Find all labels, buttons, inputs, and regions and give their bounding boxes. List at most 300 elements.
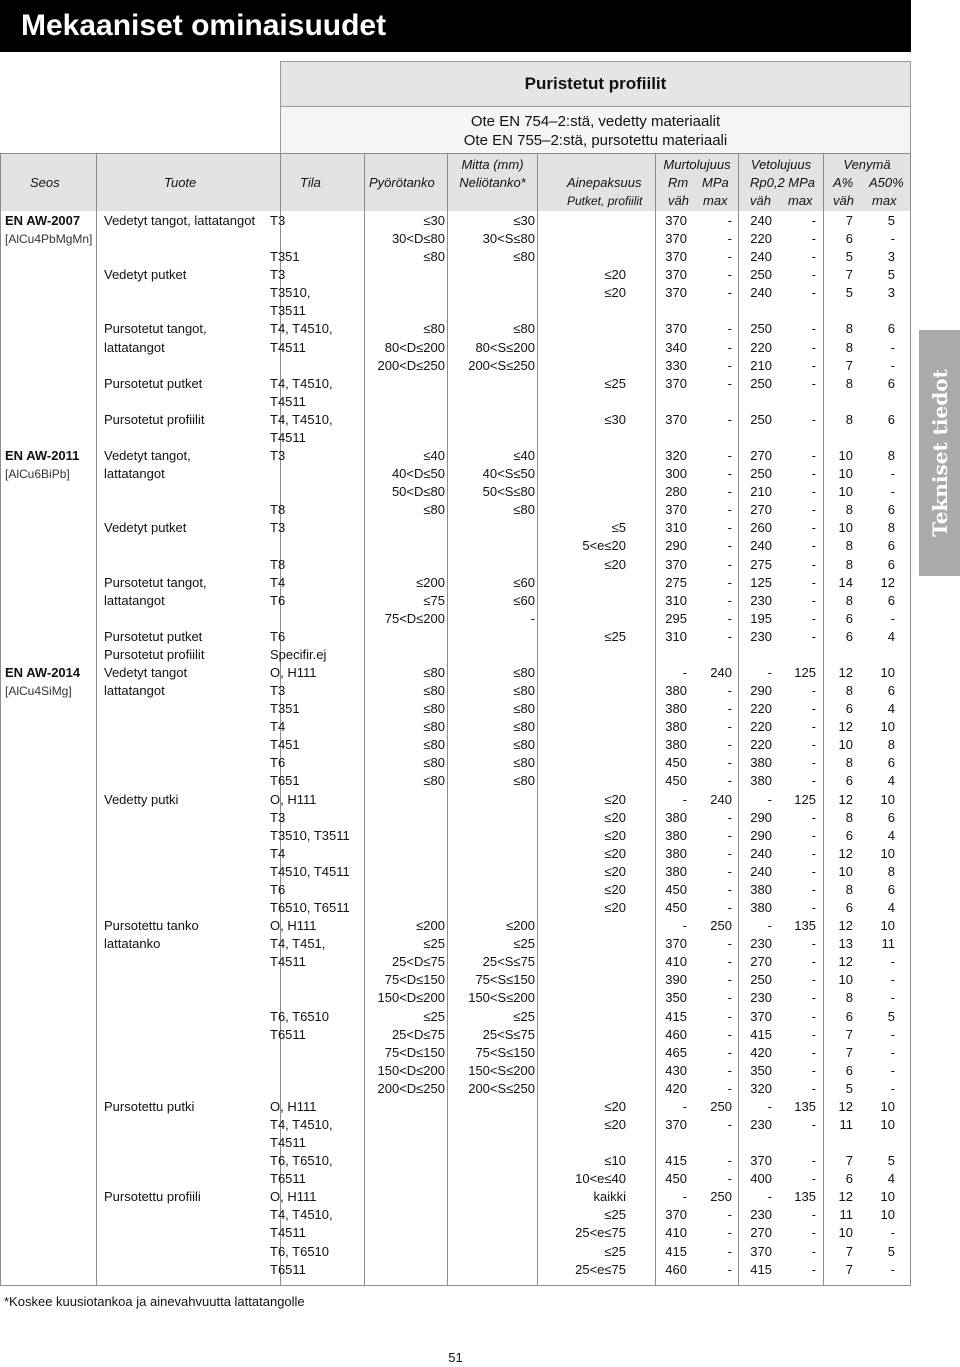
cell-neliotanko: 200<S≤250 bbox=[468, 1080, 535, 1096]
cell-tila: O, H111 bbox=[270, 665, 317, 680]
table-row bbox=[0, 248, 911, 266]
table-row bbox=[0, 809, 911, 827]
side-tab bbox=[919, 330, 960, 576]
cell-a50: 6 bbox=[887, 881, 895, 897]
cell-rp-max: - bbox=[811, 1117, 816, 1132]
cell-rm-vah: 380 bbox=[665, 683, 687, 699]
cell-a: 12 bbox=[838, 1098, 853, 1114]
cell-a: 10 bbox=[838, 466, 853, 482]
cell-rm-vah: 450 bbox=[665, 755, 687, 771]
cell-a50: 8 bbox=[887, 863, 895, 879]
cell-tila: T8 bbox=[270, 556, 286, 572]
table-row bbox=[0, 537, 911, 555]
cell-ainepaksuus: kaikki bbox=[593, 1189, 626, 1205]
table-row bbox=[0, 501, 911, 519]
cell-rp-vah: 350 bbox=[750, 1062, 772, 1078]
cell-a50: - bbox=[890, 1062, 895, 1078]
cell-rp-vah: 195 bbox=[750, 610, 772, 626]
cell-rm-vah: 450 bbox=[665, 900, 687, 916]
table-row bbox=[0, 899, 911, 917]
cell-rp-max: - bbox=[811, 1008, 816, 1024]
subtitle-line: Ote EN 755–2:stä, pursotettu materiaali bbox=[463, 132, 728, 149]
cell-neliotanko: ≤80 bbox=[513, 249, 535, 265]
cell-ainepaksuus: ≤20 bbox=[604, 791, 626, 807]
cell-tila: O, H111 bbox=[270, 1189, 317, 1205]
header-tuote: Tuote bbox=[164, 175, 197, 190]
cell-rm-vah: - bbox=[682, 665, 687, 680]
table-row bbox=[0, 1116, 911, 1134]
cell-ainepaksuus: ≤20 bbox=[604, 809, 626, 825]
cell-rp-max: - bbox=[811, 900, 816, 916]
cell-tila: T3510, bbox=[270, 285, 311, 301]
cell-pyorotanko: 200<D≤250 bbox=[377, 357, 445, 373]
table-row bbox=[0, 447, 911, 465]
cell-rm-vah: 310 bbox=[665, 520, 687, 536]
cell-rm-vah: 380 bbox=[665, 719, 687, 735]
cell-neliotanko: 30<S≤80 bbox=[482, 231, 535, 247]
cell-rp-vah: - bbox=[767, 1189, 772, 1205]
cell-tila: T6 bbox=[270, 592, 286, 608]
cell-rp-max: - bbox=[811, 574, 816, 590]
cell-rm-vah: 310 bbox=[665, 592, 687, 608]
cell-a: 6 bbox=[845, 231, 853, 247]
cell-a50: - bbox=[890, 610, 895, 626]
cell-neliotanko: 75<S≤150 bbox=[475, 972, 535, 988]
cell-rm-vah: 465 bbox=[665, 1044, 687, 1060]
cell-a: 5 bbox=[845, 1080, 853, 1096]
cell-a: 8 bbox=[845, 881, 853, 897]
header-putket-profiilit: Putket, profiilit bbox=[567, 194, 643, 208]
cell-rp-vah: 370 bbox=[750, 1243, 772, 1259]
cell-pyorotanko: 25<D≤75 bbox=[391, 1026, 445, 1042]
cell-rp-vah: 380 bbox=[750, 755, 772, 771]
cell-rp-max: - bbox=[811, 267, 816, 283]
cell-neliotanko: ≤25 bbox=[513, 1008, 535, 1024]
cell-rm-max: - bbox=[727, 520, 732, 536]
cell-rp-vah: 415 bbox=[750, 1261, 772, 1277]
cell-a: 6 bbox=[845, 701, 853, 717]
cell-rp-max: - bbox=[811, 683, 816, 699]
cell-rp-vah: 420 bbox=[750, 1044, 772, 1060]
cell-neliotanko: ≤200 bbox=[506, 918, 535, 934]
cell-rp-max: - bbox=[811, 231, 816, 247]
cell-neliotanko: ≤80 bbox=[513, 719, 535, 735]
table-row bbox=[0, 971, 911, 989]
cell-rm-max: - bbox=[727, 411, 732, 427]
header-murtolujuus: Murtolujuus bbox=[663, 157, 731, 172]
cell-pyorotanko: ≤80 bbox=[423, 249, 445, 265]
table-row bbox=[0, 302, 911, 320]
cell-tila: T3 bbox=[270, 448, 286, 464]
cell-rp-vah: 250 bbox=[750, 321, 772, 337]
table-row bbox=[0, 483, 911, 501]
cell-a: 8 bbox=[845, 556, 853, 572]
cell-a: 5 bbox=[845, 249, 853, 265]
cell-ainepaksuus: ≤25 bbox=[604, 375, 626, 391]
cell-rm-vah: 370 bbox=[665, 1207, 687, 1223]
cell-a50: - bbox=[890, 1026, 895, 1042]
cell-a50: 8 bbox=[887, 448, 895, 464]
cell-rp-max: - bbox=[811, 1153, 816, 1169]
cell-rm-max: - bbox=[727, 1026, 732, 1042]
cell-ainepaksuus: ≤20 bbox=[604, 556, 626, 572]
cell-rm-max: - bbox=[727, 701, 732, 717]
cell-a: 12 bbox=[838, 1189, 853, 1205]
cell-rm-vah: 300 bbox=[665, 466, 687, 482]
cell-rm-vah: - bbox=[682, 1189, 687, 1205]
cell-a: 8 bbox=[845, 809, 853, 825]
cell-rp-vah: 240 bbox=[750, 538, 772, 554]
header-rp02: Rp0,2 MPa bbox=[750, 175, 816, 190]
header-venyma: Venymä bbox=[843, 157, 891, 172]
cell-ainepaksuus: 25<e≤75 bbox=[575, 1261, 626, 1277]
cell-ainepaksuus: ≤20 bbox=[604, 845, 626, 861]
cell-rm-vah: 420 bbox=[665, 1080, 687, 1096]
cell-tila: Specifir.ej bbox=[270, 646, 327, 662]
cell-seos: [AlCu4SiMg] bbox=[5, 684, 72, 699]
cell-rp-max: - bbox=[811, 249, 816, 265]
side-tab-label: Tekniset tiedot bbox=[927, 369, 952, 537]
cell-rm-vah: 415 bbox=[665, 1243, 687, 1259]
cell-tila: T4, T451, bbox=[270, 936, 326, 952]
cell-a50: - bbox=[890, 1044, 895, 1060]
cell-rm-vah: 415 bbox=[665, 1008, 687, 1024]
table-row bbox=[0, 682, 911, 700]
cell-rp-max: - bbox=[811, 1225, 816, 1241]
cell-tila: T4, T4510, bbox=[270, 375, 333, 391]
table-row bbox=[0, 1098, 911, 1116]
cell-a50: 12 bbox=[880, 574, 895, 590]
cell-a50: - bbox=[890, 484, 895, 500]
cell-rm-vah: 450 bbox=[665, 1171, 687, 1187]
cell-tila: T6, T6510, bbox=[270, 1153, 333, 1169]
cell-rp-vah: 380 bbox=[750, 881, 772, 897]
cell-pyorotanko: ≤80 bbox=[423, 773, 445, 789]
cell-tila: T3 bbox=[270, 267, 286, 283]
header-veto-max: max bbox=[788, 193, 813, 208]
cell-a50: - bbox=[890, 231, 895, 247]
cell-rm-vah: 430 bbox=[665, 1062, 687, 1078]
cell-rp-vah: 250 bbox=[750, 411, 772, 427]
cell-rm-max: 250 bbox=[710, 1189, 732, 1205]
cell-a50: 4 bbox=[887, 701, 895, 717]
cell-pyorotanko: ≤80 bbox=[423, 719, 445, 735]
cell-rm-vah: 295 bbox=[665, 610, 687, 626]
cell-tuote: Vedetty putki bbox=[104, 791, 179, 807]
cell-rp-max: - bbox=[811, 1207, 816, 1223]
cell-tila: T3 bbox=[270, 683, 286, 699]
page-number: 51 bbox=[448, 1350, 463, 1365]
cell-rp-max: - bbox=[811, 321, 816, 337]
cell-rp-vah: 250 bbox=[750, 267, 772, 283]
cell-a: 6 bbox=[845, 1008, 853, 1024]
cell-rm-max: - bbox=[727, 845, 732, 861]
cell-rm-max: - bbox=[727, 1225, 732, 1241]
table-row bbox=[0, 791, 911, 809]
cell-a: 6 bbox=[845, 773, 853, 789]
cell-tuote: lattatangot bbox=[104, 683, 165, 699]
cell-rm-max: 240 bbox=[710, 665, 732, 680]
cell-rm-vah: 290 bbox=[665, 538, 687, 554]
cell-ainepaksuus: 10<e≤40 bbox=[575, 1171, 626, 1187]
cell-a50: 5 bbox=[887, 267, 895, 283]
table-row bbox=[0, 1134, 911, 1152]
cell-rp-max: - bbox=[811, 737, 816, 753]
cell-rm-vah: 320 bbox=[665, 448, 687, 464]
cell-rp-max: - bbox=[811, 1026, 816, 1042]
cell-rp-vah: 240 bbox=[750, 863, 772, 879]
cell-rm-vah: 330 bbox=[665, 357, 687, 373]
cell-rp-vah: 270 bbox=[750, 954, 772, 970]
cell-neliotanko: 25<S≤75 bbox=[482, 954, 535, 970]
cell-rm-max: - bbox=[727, 628, 732, 644]
cell-a50: 6 bbox=[887, 592, 895, 608]
table-row bbox=[0, 212, 911, 230]
subtitle-line: Ote EN 754–2:stä, vedetty materiaalit bbox=[470, 113, 721, 130]
cell-rm-vah: 410 bbox=[665, 954, 687, 970]
cell-rm-max: - bbox=[727, 285, 732, 301]
cell-rm-max: - bbox=[727, 972, 732, 988]
table-row bbox=[0, 230, 911, 248]
cell-rm-max: - bbox=[727, 502, 732, 518]
cell-a50: 10 bbox=[880, 1207, 895, 1223]
cell-ainepaksuus: ≤25 bbox=[604, 628, 626, 644]
cell-rm-max: - bbox=[727, 809, 732, 825]
cell-rm-max: - bbox=[727, 719, 732, 735]
cell-neliotanko: 80<S≤200 bbox=[475, 339, 535, 355]
header-tila: Tila bbox=[300, 175, 321, 190]
cell-pyorotanko: 80<D≤200 bbox=[384, 339, 445, 355]
header-seos: Seos bbox=[30, 175, 60, 190]
cell-rp-vah: 240 bbox=[750, 285, 772, 301]
cell-rm-vah: 460 bbox=[665, 1026, 687, 1042]
cell-ainepaksuus: ≤20 bbox=[604, 827, 626, 843]
cell-tila: T6510, T6511 bbox=[270, 900, 350, 916]
cell-pyorotanko: ≤200 bbox=[416, 918, 445, 934]
cell-rp-vah: 370 bbox=[750, 1008, 772, 1024]
table-row bbox=[0, 429, 911, 447]
cell-rp-max: 135 bbox=[794, 918, 816, 934]
cell-rp-vah: 240 bbox=[750, 213, 772, 228]
cell-rp-max: - bbox=[811, 1243, 816, 1259]
cell-rp-vah: 220 bbox=[750, 701, 772, 717]
cell-pyorotanko: ≤200 bbox=[416, 574, 445, 590]
cell-rm-max: - bbox=[727, 1117, 732, 1132]
cell-rp-vah: 230 bbox=[750, 1207, 772, 1223]
cell-tila: T3 bbox=[270, 809, 286, 825]
cell-rp-vah: 250 bbox=[750, 972, 772, 988]
table-row bbox=[0, 1206, 911, 1224]
cell-rp-max: - bbox=[811, 213, 816, 228]
cell-rm-max: - bbox=[727, 556, 732, 572]
cell-a: 12 bbox=[838, 791, 853, 807]
cell-rm-vah: 370 bbox=[665, 285, 687, 301]
header-ainepaksuus: Ainepaksuus bbox=[567, 175, 642, 190]
cell-rm-vah: 450 bbox=[665, 773, 687, 789]
cell-rp-vah: 220 bbox=[750, 737, 772, 753]
cell-a50: 10 bbox=[880, 1098, 895, 1114]
cell-a: 7 bbox=[845, 1026, 853, 1042]
cell-rp-vah: 270 bbox=[750, 502, 772, 518]
cell-a: 6 bbox=[845, 900, 853, 916]
cell-a: 10 bbox=[838, 972, 853, 988]
cell-rm-max: - bbox=[727, 990, 732, 1006]
footnote: *Koskee kuusiotankoa ja ainevahvuutta lattatangolle bbox=[4, 1294, 305, 1309]
cell-rm-max: - bbox=[727, 466, 732, 482]
cell-rm-max: - bbox=[727, 954, 732, 970]
table-row bbox=[0, 1224, 911, 1242]
cell-neliotanko: ≤40 bbox=[513, 448, 535, 464]
cell-rm-vah: 410 bbox=[665, 1225, 687, 1241]
cell-a50: 6 bbox=[887, 502, 895, 518]
cell-tila: T4511 bbox=[270, 954, 306, 970]
cell-rm-max: - bbox=[727, 448, 732, 464]
cell-a: 8 bbox=[845, 538, 853, 554]
table-row bbox=[0, 664, 911, 682]
table-row bbox=[0, 574, 911, 592]
cell-rm-vah: 370 bbox=[665, 267, 687, 283]
cell-rm-max: - bbox=[727, 863, 732, 879]
cell-a50: 11 bbox=[881, 936, 895, 952]
cell-a: 6 bbox=[845, 1171, 853, 1187]
cell-tuote: Vedetyt tangot, lattatangot bbox=[104, 213, 256, 228]
cell-tila: T8 bbox=[270, 502, 286, 518]
cell-neliotanko: ≤30 bbox=[513, 213, 535, 228]
cell-a: 8 bbox=[845, 683, 853, 699]
cell-a50: 10 bbox=[880, 719, 895, 735]
header-mitta: Mitta (mm) bbox=[461, 157, 524, 172]
cell-pyorotanko: 150<D≤200 bbox=[377, 990, 445, 1006]
cell-a: 8 bbox=[845, 411, 853, 427]
cell-rp-vah: 210 bbox=[750, 484, 772, 500]
cell-rm-vah: 370 bbox=[665, 556, 687, 572]
table-row bbox=[0, 1026, 911, 1044]
cell-rp-max: - bbox=[811, 484, 816, 500]
cell-tila: T6 bbox=[270, 628, 286, 644]
cell-rp-vah: 320 bbox=[750, 1080, 772, 1096]
cell-a50: - bbox=[890, 339, 895, 355]
cell-a: 6 bbox=[845, 1062, 853, 1078]
cell-a50: 5 bbox=[887, 213, 895, 228]
cell-a: 11 bbox=[839, 1117, 853, 1132]
cell-pyorotanko: ≤80 bbox=[423, 502, 445, 518]
table-row bbox=[0, 465, 911, 483]
cell-a: 12 bbox=[838, 719, 853, 735]
cell-ainepaksuus: ≤25 bbox=[604, 1207, 626, 1223]
cell-pyorotanko: 75<D≤150 bbox=[384, 1044, 445, 1060]
table-row bbox=[0, 1261, 911, 1279]
cell-a50: 10 bbox=[880, 1117, 895, 1132]
cell-neliotanko: - bbox=[530, 610, 535, 626]
cell-a50: 6 bbox=[887, 809, 895, 825]
table-row bbox=[0, 1170, 911, 1188]
cell-rm-vah: 370 bbox=[665, 249, 687, 265]
cell-neliotanko: 200<S≤250 bbox=[468, 357, 535, 373]
cell-tila: T6511 bbox=[270, 1261, 306, 1277]
cell-a: 11 bbox=[839, 1207, 853, 1223]
cell-rp-max: 135 bbox=[794, 1098, 816, 1114]
cell-tila: T4, T4510, bbox=[270, 1117, 333, 1132]
table-row bbox=[0, 772, 911, 790]
cell-a: 8 bbox=[845, 321, 853, 337]
cell-pyorotanko: ≤80 bbox=[423, 737, 445, 753]
cell-tila: O, H111 bbox=[270, 918, 317, 934]
cell-ainepaksuus: ≤10 bbox=[604, 1153, 626, 1169]
cell-rp-max: - bbox=[811, 827, 816, 843]
table-row bbox=[0, 718, 911, 736]
cell-rm-max: - bbox=[727, 1153, 732, 1169]
cell-pyorotanko: 25<D≤75 bbox=[391, 954, 445, 970]
cell-tila: T451 bbox=[270, 737, 300, 753]
cell-rp-max: - bbox=[811, 448, 816, 464]
cell-a50: 10 bbox=[880, 1189, 895, 1205]
cell-seos: EN AW-2014 bbox=[5, 665, 81, 680]
cell-pyorotanko: ≤25 bbox=[423, 1008, 445, 1024]
cell-neliotanko: 75<S≤150 bbox=[475, 1044, 535, 1060]
cell-rp-vah: - bbox=[767, 791, 772, 807]
cell-tila: T6 bbox=[270, 881, 286, 897]
cell-pyorotanko: ≤80 bbox=[423, 665, 445, 680]
cell-a50: - bbox=[890, 972, 895, 988]
table-row bbox=[0, 989, 911, 1007]
cell-a: 8 bbox=[845, 755, 853, 771]
cell-neliotanko: ≤80 bbox=[513, 502, 535, 518]
table-row bbox=[0, 320, 911, 338]
cell-rp-vah: - bbox=[767, 1098, 772, 1114]
cell-rm-vah: 390 bbox=[665, 972, 687, 988]
table-row bbox=[0, 284, 911, 302]
cell-a50: - bbox=[890, 1261, 895, 1277]
cell-tuote: lattatanko bbox=[104, 936, 161, 952]
cell-rp-max: 135 bbox=[794, 1189, 816, 1205]
table-row bbox=[0, 700, 911, 718]
cell-a: 12 bbox=[838, 918, 853, 934]
cell-rm-max: 250 bbox=[710, 1098, 732, 1114]
cell-rm-vah: 350 bbox=[665, 990, 687, 1006]
table-row bbox=[0, 754, 911, 772]
cell-tila: O, H111 bbox=[270, 1098, 317, 1114]
cell-a50: 3 bbox=[887, 285, 895, 301]
cell-rp-vah: - bbox=[767, 665, 772, 680]
cell-tuote: Pursotetut tangot, bbox=[104, 574, 207, 590]
cell-rp-max: - bbox=[811, 936, 816, 952]
cell-rp-max: - bbox=[811, 863, 816, 879]
cell-tila: T4511 bbox=[270, 429, 306, 445]
table-row bbox=[0, 1044, 911, 1062]
cell-rm-max: - bbox=[727, 375, 732, 391]
cell-a50: 4 bbox=[887, 900, 895, 916]
cell-a50: - bbox=[890, 1225, 895, 1241]
cell-a50: 6 bbox=[887, 321, 895, 337]
cell-a50: 10 bbox=[880, 918, 895, 934]
cell-tila: T6, T6510 bbox=[270, 1243, 330, 1259]
header-nelio: Neliötanko* bbox=[459, 175, 526, 190]
cell-rm-max: - bbox=[727, 592, 732, 608]
cell-a50: 10 bbox=[880, 665, 895, 680]
cell-a50: 3 bbox=[887, 249, 895, 265]
cell-a50: 10 bbox=[880, 845, 895, 861]
cell-a50: 5 bbox=[887, 1153, 895, 1169]
cell-seos: [AlCu6BiPb] bbox=[5, 467, 70, 482]
cell-a: 8 bbox=[845, 990, 853, 1006]
table-row bbox=[0, 266, 911, 284]
cell-tuote: Pursotetut profiilit bbox=[104, 411, 205, 427]
cell-rp-vah: 220 bbox=[750, 719, 772, 735]
cell-a50: 6 bbox=[887, 538, 895, 554]
table-row bbox=[0, 592, 911, 610]
cell-rp-max: - bbox=[811, 881, 816, 897]
cell-a: 12 bbox=[838, 954, 853, 970]
